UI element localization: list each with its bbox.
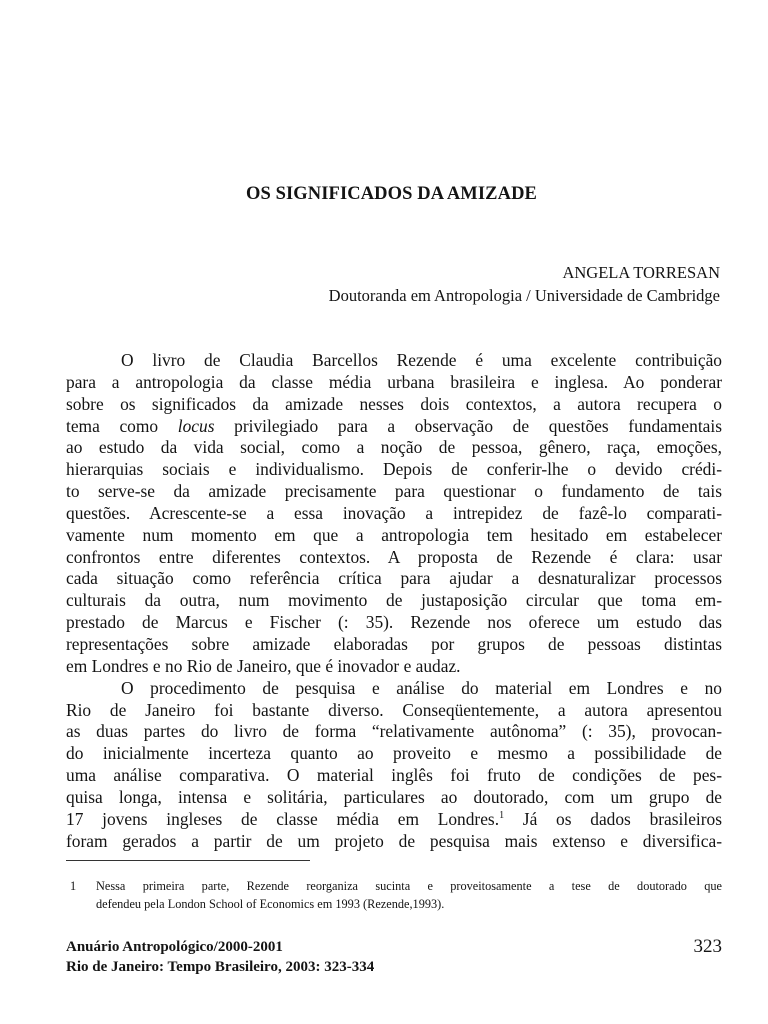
author-name: ANGELA TORRESAN <box>562 263 720 282</box>
journal-citation <box>66 937 374 977</box>
text-line: representações sobre amizade elaboradas por grupos de pessoas distintas <box>66 633 722 654</box>
article-body <box>66 350 722 852</box>
footnote-line: Nessa primeira parte, Rezende reorganiza sucinta e proveitosamente a tese de doutorado que <box>96 879 722 893</box>
text-line: quisa longa, intensa e solitária, particulares ao doutorado, com um grupo de <box>66 786 722 807</box>
text-line: do inicialmente incerteza quanto ao proveito e mesmo a possibilidade de <box>66 743 722 764</box>
text-line: cada situação como referência crítica para ajudar a desnaturalizar processos <box>66 568 722 589</box>
text-line-with-italic <box>66 416 722 438</box>
footnote-text <box>96 877 722 913</box>
text-line: em Londres e no Rio de Janeiro, que é inovador e audaz. <box>66 655 461 676</box>
text-segment: tema como <box>66 415 178 436</box>
text-segment: Já os dados brasileiros <box>504 808 723 829</box>
text-line: questões. Acrescente-se a essa inovação a intrepidez de fazê-lo comparati- <box>66 502 722 523</box>
text-line: uma análise comparativa. O material inglês foi fruto de condições de pes- <box>66 765 722 786</box>
text-line: vamente num momento em que a antropologia tem hesitado em estabelecer <box>66 524 722 545</box>
text-line: ao estudo da vida social, como a noção de pessoa, gênero, raça, emoções, <box>66 437 722 458</box>
text-line: para a antropologia da classe média urbana brasileira e inglesa. Ao ponderar <box>66 371 722 392</box>
text-line: as duas partes do livro de forma “relativamente autônoma” (: 35), provocan- <box>66 721 722 742</box>
footnote-line: defendeu pela London School of Economics em 1993 (Rezende,1993). <box>96 897 445 911</box>
text-line: to serve-se da amizade precisamente para questionar o fundamento de tais <box>66 481 722 502</box>
footnote-reference: 1 <box>499 809 505 821</box>
text-segment: 17 jovens ingleses de classe média em Londres. <box>66 808 500 829</box>
paragraph-2 <box>66 678 722 853</box>
footnote-number: 1 <box>70 879 77 893</box>
text-line: O livro de Claudia Barcellos Rezende é uma excelente contribuição <box>121 350 722 370</box>
text-line: prestado de Marcus e Fischer (: 35). Rezende nos oferece um estudo das <box>66 612 722 633</box>
journal-publisher: Rio de Janeiro: Tempo Brasileiro, 2003: 323-334 <box>66 959 375 975</box>
text-segment: privilegiado para a observação de questões fundamentais <box>214 415 722 436</box>
text-line: hierarquias sociais e individualismo. Depois de conferir-lhe o devido crédi- <box>66 459 722 480</box>
text-line: culturais da outra, num movimento de justaposição circular que toma em- <box>66 590 722 611</box>
text-line-with-footnote-ref <box>66 809 722 831</box>
text-line: confrontos entre diferentes contextos. A proposta de Rezende é clara: usar <box>66 546 722 567</box>
text-line: Rio de Janeiro foi bastante diverso. Conseqüentemente, a autora apresentou <box>66 699 722 720</box>
text-line: O procedimento de pesquisa e análise do material em Londres e no <box>121 677 722 698</box>
article-title: OS SIGNIFICADOS DA AMIZADE <box>246 184 537 204</box>
text-line: sobre os significados da amizade nesses dois contextos, a autora recupera o <box>66 393 722 414</box>
footnote <box>66 877 722 913</box>
page-number: 323 <box>693 936 722 957</box>
text-line: foram gerados a partir de um projeto de pesquisa mais extenso e diversifica- <box>66 830 722 851</box>
footnote-divider <box>66 860 310 861</box>
journal-name: Anuário Antropológico/2000-2001 <box>66 939 283 955</box>
author-affiliation: Doutoranda em Antropologia / Universidade de Cambridge <box>328 286 720 305</box>
italic-term: locus <box>177 415 215 436</box>
paragraph-1 <box>66 350 722 678</box>
